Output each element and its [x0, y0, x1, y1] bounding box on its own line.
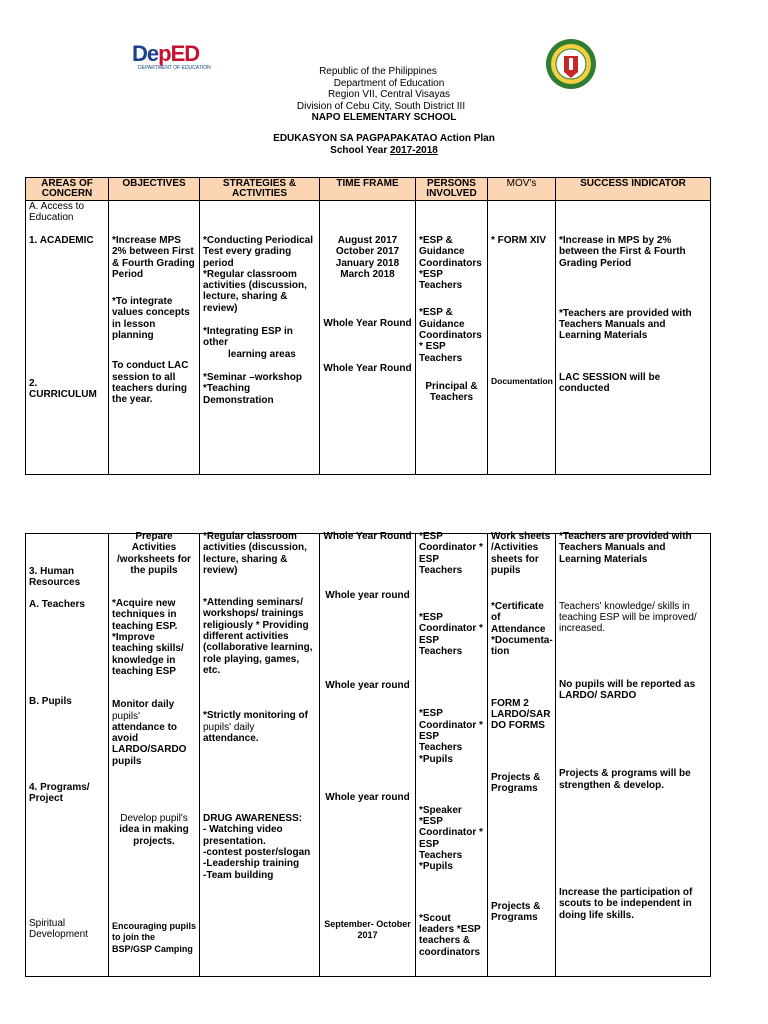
col-objectives: OBJECTIVES: [109, 178, 200, 201]
persons-spiritual: *Scout leaders *ESP teachers & coordinators: [419, 912, 481, 958]
mov-2: Documentation: [491, 376, 553, 387]
persons-cell-2: [416, 531, 488, 977]
persons-teachers: *ESP Coordinator * ESP Teachers: [419, 612, 483, 658]
strategy-pupils-1: *Strictly monitoring of: [203, 710, 308, 722]
plan-title-block: [0, 133, 768, 156]
strategy-pupils-3: attendance.: [203, 732, 259, 744]
persons-r1: *ESP Coordinator * ESP Teachers: [419, 531, 483, 576]
strategy-5: *Teaching Demonstration: [203, 383, 274, 406]
mov-programs: Projects & Programs: [491, 771, 541, 794]
strategy-programs-3: -Leadership training: [203, 858, 300, 870]
success-1: *Increase in MPS by 2% between the First & Fourth Grading Period: [559, 235, 686, 269]
success-cell-2: [556, 531, 711, 977]
area-human-resources: 3. Human Resources: [29, 566, 81, 589]
area-pupils: B. Pupils: [29, 695, 72, 707]
mov-pupils: FORM 2 LARDO/SAR DO FORMS: [491, 697, 551, 732]
success-pupils: No pupils will be reported as LARDO/ SARDO: [559, 678, 696, 702]
time-3: January 2018: [335, 257, 400, 269]
mov-r1: Work sheets /Activities sheets for pupils: [491, 531, 551, 576]
movs-cell: [488, 201, 556, 475]
area-cell: [26, 201, 109, 475]
time-r1: Whole Year Round: [323, 531, 412, 542]
objective-pupils-2: pupils': [112, 710, 141, 722]
school-year: School Year 2017-2018: [330, 144, 438, 156]
col-time-frame: TIME FRAME: [320, 178, 416, 201]
objective-teachers: *Acquire new techniques in teaching ESP. *Improve teaching skills/ knowledge in teaching ESP: [112, 598, 184, 677]
mov-1: * FORM XIV: [491, 235, 547, 246]
header-region: Region VII, Central Visayas: [327, 89, 451, 100]
strategy-pupils-2: pupils' daily: [203, 721, 255, 733]
school-name: NAPO ELEMENTARY SCHOOL: [311, 112, 457, 123]
objective-3: To conduct LAC session to all teachers during the year.: [112, 360, 189, 406]
strategy-teachers: *Attending seminars/ workshops/ trainings religiously * Providing different activities (collaborative learning, role playing, games, etc.: [203, 597, 313, 676]
col-movs: MOV's: [488, 178, 556, 201]
persons-3: Principal & Teachers: [425, 380, 478, 404]
strategy-3: *Integrating ESP in other: [203, 326, 293, 349]
persons-pupils: *ESP Coordinator * ESP Teachers *Pupils: [419, 708, 483, 765]
strategy-r1: *Regular classroom activities (discussion, lecture, sharing & review): [203, 531, 307, 576]
success-programs: Projects & programs will be strengthen & develop.: [559, 768, 691, 791]
time-pupils: Whole year round: [325, 679, 410, 691]
movs-cell-2: [488, 531, 556, 977]
time-4: March 2018: [340, 268, 395, 280]
document-header: [0, 66, 768, 124]
header-republic: Republic of the Philippines: [319, 66, 437, 77]
area-teachers: A. Teachers: [29, 598, 85, 610]
col-persons-involved: PERSONS INVOLVED: [416, 178, 488, 201]
success-cell: [556, 201, 711, 475]
time-frame-cell: [320, 201, 416, 475]
deped-logo: DepED DEPARTMENT OF EDUCATION: [132, 41, 211, 71]
col-strategies: STRATEGIES & ACTIVITIES: [200, 178, 320, 201]
mov-spiritual: Projects & Programs: [491, 901, 541, 924]
mov-teachers: *Certificate of Attendance *Documenta-tion: [491, 601, 553, 658]
col-success-indicator: SUCCESS INDICATOR: [556, 178, 711, 201]
strategies-cell: [200, 201, 320, 475]
time-2: October 2017: [335, 246, 400, 258]
area-spiritual: Spiritual Development: [29, 917, 88, 941]
col-areas-of-concern: AREAS OF CONCERN: [26, 178, 109, 201]
header-department: Department of Education: [333, 77, 445, 89]
persons-cell: [416, 201, 488, 475]
time-frame-cell-2: [320, 531, 416, 977]
strategies-cell-2: [200, 531, 320, 977]
success-2: *Teachers are provided with Teachers Manuals and Learning Materials: [559, 307, 692, 342]
objective-1: *Increase MPS 2% between First & Fourth Grading Period: [112, 235, 195, 280]
strategy-programs-title: DRUG AWARENESS:: [203, 813, 303, 825]
time-programs: Whole year round: [325, 791, 410, 803]
area-cell-2: [26, 534, 109, 977]
strategy-programs-2: -contest poster/slogan: [203, 847, 311, 859]
persons-1: *ESP & Guidance Coordinators *ESP Teachers: [419, 235, 482, 292]
time-1: August 2017: [337, 235, 398, 246]
objective-pupils-1: Monitor daily: [112, 699, 175, 711]
objective-pupils-3: attendance to avoid LARDO/SARDO pupils: [112, 721, 187, 767]
objective-r1: Prepare Activities /worksheets for the pupils: [117, 531, 191, 576]
objectives-cell: [109, 201, 200, 475]
objective-2: *To integrate values concepts in lesson planning: [112, 296, 190, 342]
objectives-cell-2: [109, 531, 200, 977]
time-6: Whole Year Round: [323, 363, 412, 375]
time-teachers: Whole year round: [325, 590, 410, 602]
header-division: Division of Cebu City, South District III: [296, 100, 466, 112]
strategy-1: *Conducting Periodical Test every grading period: [203, 235, 314, 269]
success-spiritual: Increase the participation of scouts to be independent in doing life skills.: [559, 886, 693, 921]
plan-title: EDUKASYON SA PAGPAPAKATAO Action Plan: [273, 133, 495, 144]
strategy-3b: learning areas: [228, 348, 296, 360]
objective-spiritual: Encouraging pupils to join the BSP/GSP Camping: [112, 920, 197, 954]
strategy-2: *Regular classroom activities (discussion, lecture, sharing & review): [203, 268, 307, 314]
objective-programs-2: idea in making projects.: [119, 824, 189, 847]
area-curriculum: 2. CURRICULUM: [29, 377, 97, 401]
strategy-programs-4: -Team building: [203, 869, 274, 881]
area-programs: 4. Programs/ Project: [29, 782, 90, 805]
area-academic: 1. ACADEMIC: [29, 234, 94, 246]
area-access: A. Access to Education: [29, 201, 85, 224]
strategy-programs-1: - Watching video presentation.: [203, 824, 283, 847]
persons-programs: *Speaker *ESP Coordinator * ESP Teachers *Pupils: [419, 804, 483, 873]
persons-2: *ESP & Guidance Coordinators * ESP Teachers: [419, 307, 482, 364]
action-plan-table-2: [25, 533, 711, 977]
time-5: Whole Year Round: [323, 318, 412, 330]
action-plan-table-1: [25, 177, 711, 475]
success-teachers: Teachers' knowledge/ skills in teaching ESP will be improved/ increased.: [559, 600, 697, 635]
success-3: LAC SESSION will be conducted: [559, 371, 661, 395]
strategy-4: *Seminar –workshop: [203, 371, 302, 383]
success-r1: *Teachers are provided with Teachers Manuals and Learning Materials: [559, 531, 692, 565]
time-spiritual: September- October 2017: [324, 919, 411, 941]
objective-programs-1: Develop pupil's: [120, 813, 188, 825]
